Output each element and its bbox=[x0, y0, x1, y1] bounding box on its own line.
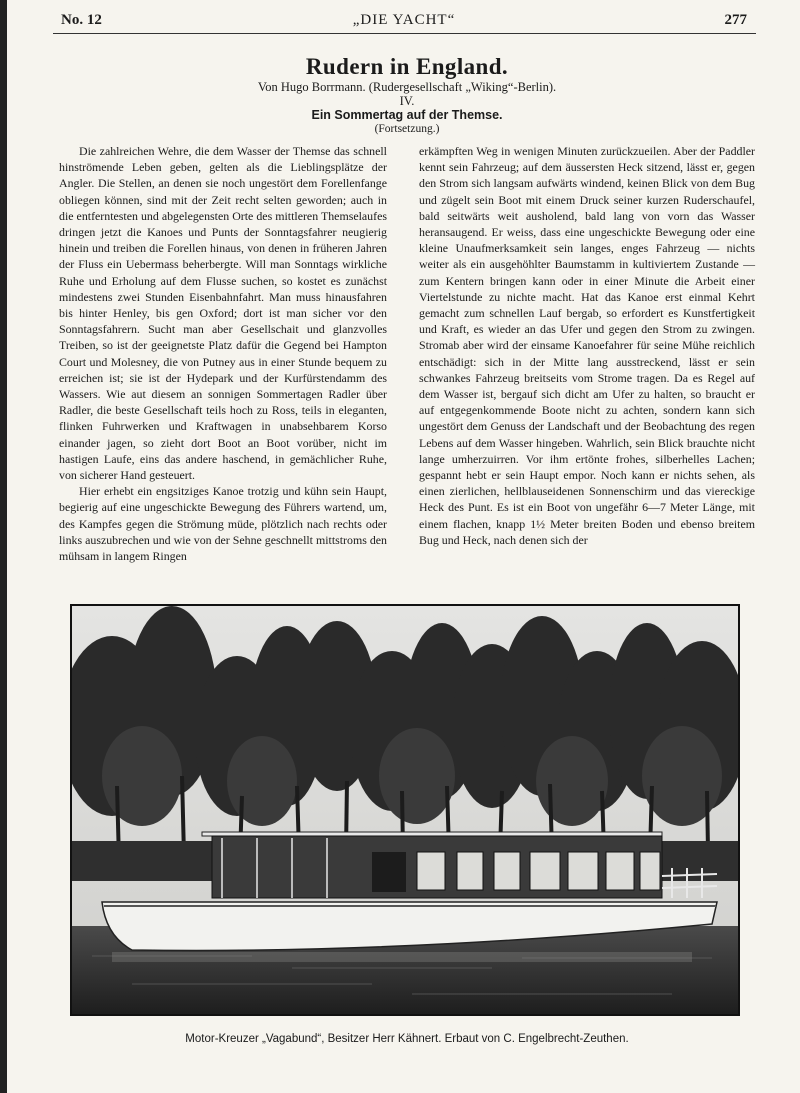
text-column-right bbox=[419, 143, 755, 548]
paragraph: Die zahlreichen Wehre, die dem Wasser der Themse das schnell hinströmende Leben geben, gelten als die Lieblingsplätze der Angler. Die Stellen, an denen sie noch ungestört dem Forellenfange obliegen können, sind mit der Zeit recht selten geworden; auch in die entferntesten und abgelegensten Orte des mittleren Themselaufes dringen jetzt die Kanoes und Punts der Sonntagsfahrer neugierig hinein und treiben die Forellen hinaus, von denen in früheren Jahren der Fluss ein Uebermass beherbergte. Will man Sonntags wirkliche Ruhe und Erholung auf dem Flusse suchen, so kostet es zunächst mindestens zwei Stunden Eisenbahnfahrt. Man muss hinausfahren bis hinter Henley, bis gen Oxford; dort ist man sicher vor den Sonntagsfahrern. Sucht man aber Gesellschait und glanzvolles Treiben, so ist der geeignetste Platz dafür die Gegend bei Hampton Court und Molesney, die von Putney aus in einer Stunde bequem zu erreichen ist; sie ist der Hydepark und der Kurfürstendamm des Wassers. Wie aut diesem an sonnigen Sommertagen Radler über Radler, die beste Gesellschaft teils hoch zu Ross, teils in eleganten, flinken Fuhrwerken und Kraftwagen in unabsehbarem Korso einander jagen, so zieht dort Boot an Boot vorüber, nicht im hastigen Laufe, eins das andere haschend, in gemächlicher Ruhe, von sicherer Hand gesteuert. bbox=[59, 144, 387, 483]
header-rule bbox=[53, 33, 756, 34]
article-title: Rudern in England. bbox=[305, 54, 509, 79]
text-column-left bbox=[59, 143, 387, 564]
photo-caption: Motor-Kreuzer „Vagabund“, Besitzer Herr Kähnert. Erbaut von C. Engelbrecht-Zeuthen. bbox=[185, 1033, 629, 1045]
paragraph: erkämpften Weg in wenigen Minuten zurückzueilen. Aber der Paddler kennt sein Fahrzeug; auf dem äussersten Heck sitzend, lässt er, gegen den Strom sich langsam aufwärts windend, keinen Blick von dem Bug und zügelt sein Boot mit einem Druck seiner kurzen Ruderschaufel, bald seitwärts weit ausholend, bald lang von vorn das Wasser heransaugend. Er weiss, dass eine ungeschickte Bewegung oder eine kleine Unaufmerksamkeit sein langes, enges Fahrzeug — nichts weiter als ein ausgehöhlter Baumstamm in kultiviertem Zustande — zum Kentern bringen kann oder in einer Minute die Arbeit einer Viertelstunde zu nichte macht. Hat das Kanoe erst einmal Kehrt gemacht zum schnellen Lauf bergab, so erfordert es Kunstfertigkeit und Kraft, es wieder an das Ufer und gegen den Strom zu zwingen. Stromab aber wird der einsame Kanoefahrer für seine Mühe reichlich entschädigt: sich in der Mitte lang ausstreckend, lässt er sein schwankes Fahrzeug breitseits vom Strome tragen. Da es Regel auf dem Wasser ist, bergauf sich dicht am Ufer zu halten, so braucht er auf entgegenkommende Boote nicht zu achten, sondern kann sich ungestört dem Genuss der Landschaft und der Beobachtung des regen Lebens auf dem Wasser hingeben. Wahrlich, sein Blick brauchte nicht lange umherzuirren. Vor ihm ertönte frohes, silberhelles Lachen; gespannt hebt er sein Haupt empor. Noch kann er nichts sehen, als einen zierlichen, hellblauseidenen Sonnenschirm und das viereckige Heck des Punt. Es ist ein Boot von ungefähr 6—7 Meter Länge, mit einem flachen, knapp 1½ Meter breiten Boden und ebenso breitem Bug und Heck, nach denen sich der bbox=[419, 144, 755, 547]
article-byline: Von Hugo Borrmann. (Rudergesellschaft „Wiking“-Berlin). bbox=[257, 80, 557, 94]
paragraph: Hier erhebt ein engsitziges Kanoe trotzig und kühn sein Haupt, begierig auf eine ungeschickte Bewegung des Führers wartend, um, des Kampfes gegen die Strömung müde, plötzlich nach rechts oder links auszubrechen und wie von der Sehne geschnellt mittstroms den mühsam in langem Ringen bbox=[59, 484, 387, 564]
article-subtitle: Ein Sommertag auf der Themse. bbox=[311, 108, 503, 122]
running-head bbox=[61, 10, 747, 34]
scan-edge bbox=[0, 0, 7, 1093]
issue-number: No. 12 bbox=[61, 12, 102, 28]
page-number: 277 bbox=[724, 12, 747, 28]
boat-photograph bbox=[70, 604, 740, 1016]
journal-title: „DIE YACHT“ bbox=[352, 12, 456, 28]
article-part-number: IV. bbox=[399, 94, 415, 108]
photo-illustration bbox=[72, 606, 738, 1014]
magazine-page bbox=[7, 0, 800, 1093]
continuation-note: (Fortsetzung.) bbox=[374, 123, 440, 135]
